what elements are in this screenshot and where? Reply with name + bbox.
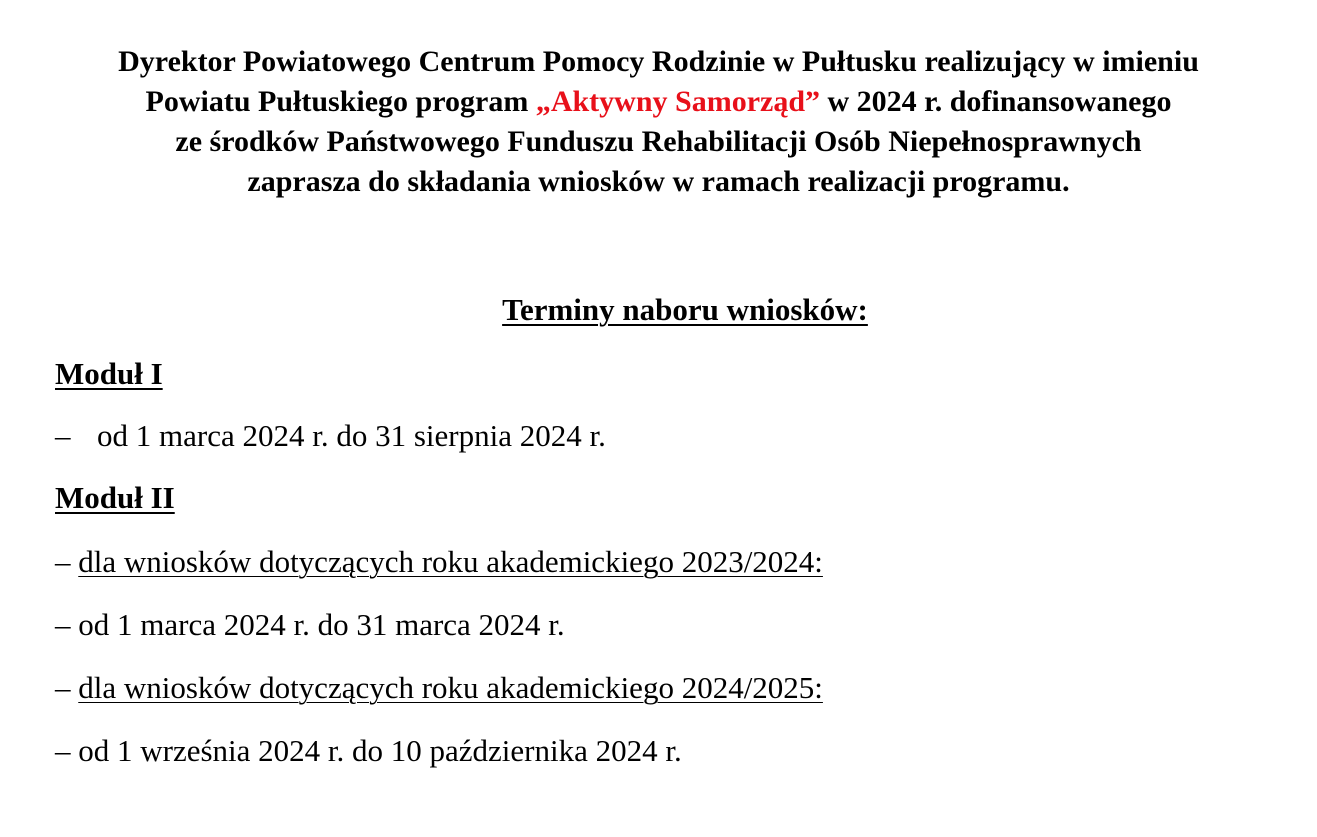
module-2-group-1-period-row <box>55 605 565 645</box>
heading-line-2 <box>0 82 1317 122</box>
module-2-title: Moduł II <box>55 480 175 515</box>
module-1-period: od 1 marca 2024 r. do 31 sierpnia 2024 r. <box>97 418 606 453</box>
module-1-period-row <box>55 416 606 456</box>
module-2-group-2-label-row <box>55 668 823 708</box>
module-2-group-1-period: od 1 marca 2024 r. do 31 marca 2024 r. <box>78 607 565 642</box>
module-2-group-2-label: dla wniosków dotyczących roku akademickiego 2024/2025: <box>78 670 823 705</box>
module-2-group-2-label-dash: – <box>55 670 79 705</box>
module-2-row <box>55 478 175 518</box>
module-1-row <box>55 354 163 394</box>
module-2-group-1-label-dash: – <box>55 544 79 579</box>
module-1-title: Moduł I <box>55 356 163 391</box>
module-2-group-1-period-dash: – <box>55 607 79 642</box>
heading-line-1: Dyrektor Powiatowego Centrum Pomocy Rodzinie w Pułtusku realizujący w imieniu <box>118 45 1199 78</box>
module-2-group-1-label-row <box>55 542 823 582</box>
heading-line-4: zaprasza do składania wniosków w ramach realizacji programu. <box>247 165 1070 198</box>
announcement-heading <box>0 42 1317 202</box>
module-2-group-2-period-dash: – <box>55 733 79 768</box>
heading-line-2-end: w 2024 r. dofinansowanego <box>820 85 1172 118</box>
heading-line-2-start: Powiatu Pułtuskiego program <box>145 85 536 118</box>
module-2-group-2-period-row <box>55 731 682 771</box>
module-2-group-2-period: od 1 września 2024 r. do 10 października 2024 r. <box>78 733 682 768</box>
heading-line-3: ze środków Państwowego Funduszu Rehabilitacji Osób Niepełnosprawnych <box>175 125 1142 158</box>
section-title: Terminy naboru wniosków: <box>502 292 868 327</box>
module-1-dash: – <box>55 418 71 453</box>
program-name: „Aktywny Samorząd” <box>535 85 821 118</box>
module-2-group-1-label: dla wniosków dotyczących roku akademickiego 2023/2024: <box>78 544 823 579</box>
